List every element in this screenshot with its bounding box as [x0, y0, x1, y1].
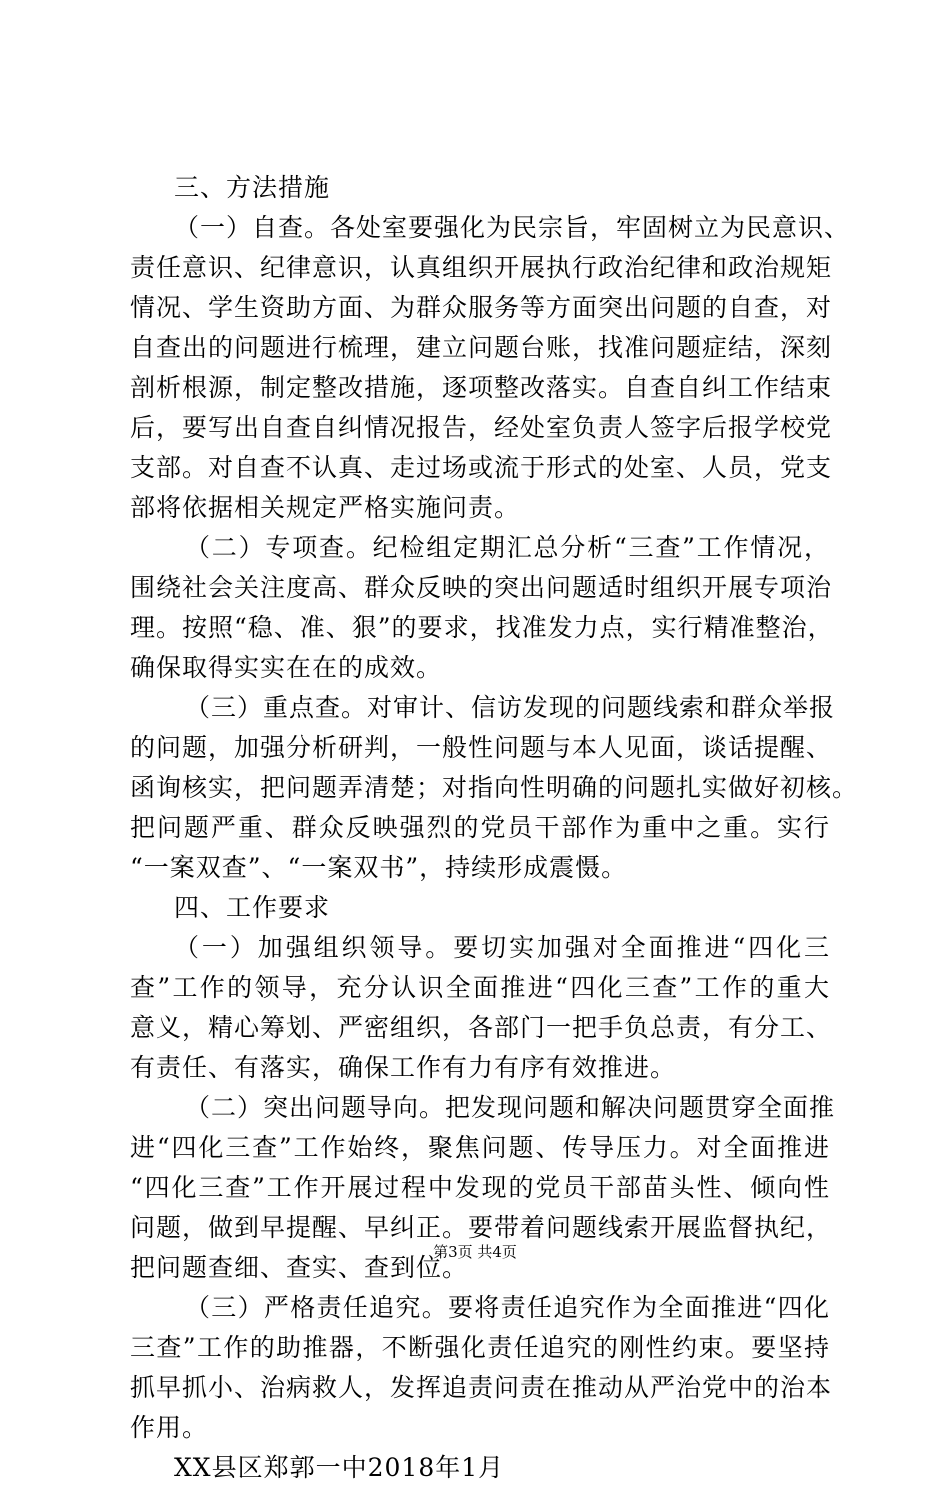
document-line: 情况、学生资助方面、为群众服务等方面突出问题的自查，对	[130, 293, 833, 322]
document-line: 三查”工作的助推器，不断强化责任追究的刚性约束。要坚持	[130, 1333, 830, 1362]
document-line: 抓早抓小、治病救人，发挥追责问责在推动从严治党中的治本	[130, 1373, 833, 1402]
document-line: （三）严格责任追究。要将责任追究作为全面推进“四化	[185, 1293, 830, 1322]
document-line: 查”工作的领导，充分认识全面推进“四化三查”工作的重大	[130, 973, 830, 1002]
document-line: “一案双查”、“一案双书”，持续形成震慑。	[130, 853, 628, 882]
document-body	[130, 168, 859, 1488]
document-line: 支部。对自查不认真、走过场或流于形式的处室、人员，党支	[130, 453, 833, 482]
document-line: 三、方法措施	[174, 173, 331, 202]
document-line: （二）突出问题导向。把发现问题和解决问题贯穿全面推	[185, 1093, 836, 1122]
document-line: 部将依据相关规定严格实施问责。	[130, 493, 521, 522]
document-line: 自查出的问题进行梳理，建立问题台账，找准问题症结，深刻	[130, 333, 833, 362]
document-line: 确保取得实实在在的成效。	[130, 653, 443, 682]
document-line: 理。按照“稳、准、狠”的要求，找准发力点，实行精准整治，	[130, 613, 834, 642]
document-line: 围绕社会关注度高、群众反映的突出问题适时组织开展专项治	[130, 573, 833, 602]
document-line: 的问题，加强分析研判，一般性问题与本人见面，谈话提醒、	[130, 733, 833, 762]
document-line: 作用。	[130, 1413, 209, 1442]
document-line: （三）重点查。对审计、信访发现的问题线索和群众举报	[185, 693, 836, 722]
document-line: “四化三查”工作开展过程中发现的党员干部苗头性、倾向性	[130, 1173, 830, 1202]
document-line: （一）加强组织领导。要切实加强对全面推进“四化三	[174, 933, 830, 962]
document-line: 意义，精心筹划、严密组织，各部门一把手负总责，有分工、	[130, 1013, 833, 1042]
document-line: （一）自查。各处室要强化为民宗旨，牢固树立为民意识、	[174, 213, 851, 242]
document-line: 把问题严重、群众反映强烈的党员干部作为重中之重。实行	[130, 813, 830, 842]
document-line: 后，要写出自查自纠情况报告，经处室负责人签字后报学校党	[130, 413, 833, 442]
document-line: 剖析根源，制定整改措施，逐项整改落实。自查自纠工作结束	[130, 373, 833, 402]
document-line: 四、工作要求	[174, 893, 331, 922]
page-footer: 第3页 共4页	[433, 1243, 517, 1261]
document-line: 有责任、有落实，确保工作有力有序有效推进。	[130, 1053, 677, 1082]
document-line: 责任意识、纪律意识，认真组织开展执行政治纪律和政治规矩	[130, 253, 833, 282]
document-line: 问题，做到早提醒、早纠正。要带着问题线索开展监督执纪，	[130, 1213, 833, 1242]
document-line: 把问题查细、查实、查到位。	[130, 1253, 469, 1282]
document-line: 进“四化三查”工作始终，聚焦问题、传导压力。对全面推进	[130, 1133, 830, 1162]
document-line: XX县区郑郭一中2018年1月	[174, 1453, 505, 1482]
document-line: 函询核实，把问题弄清楚；对指向性明确的问题扎实做好初核。	[130, 773, 859, 802]
document-line: （二）专项查。纪检组定期汇总分析“三查”工作情况，	[185, 533, 830, 562]
